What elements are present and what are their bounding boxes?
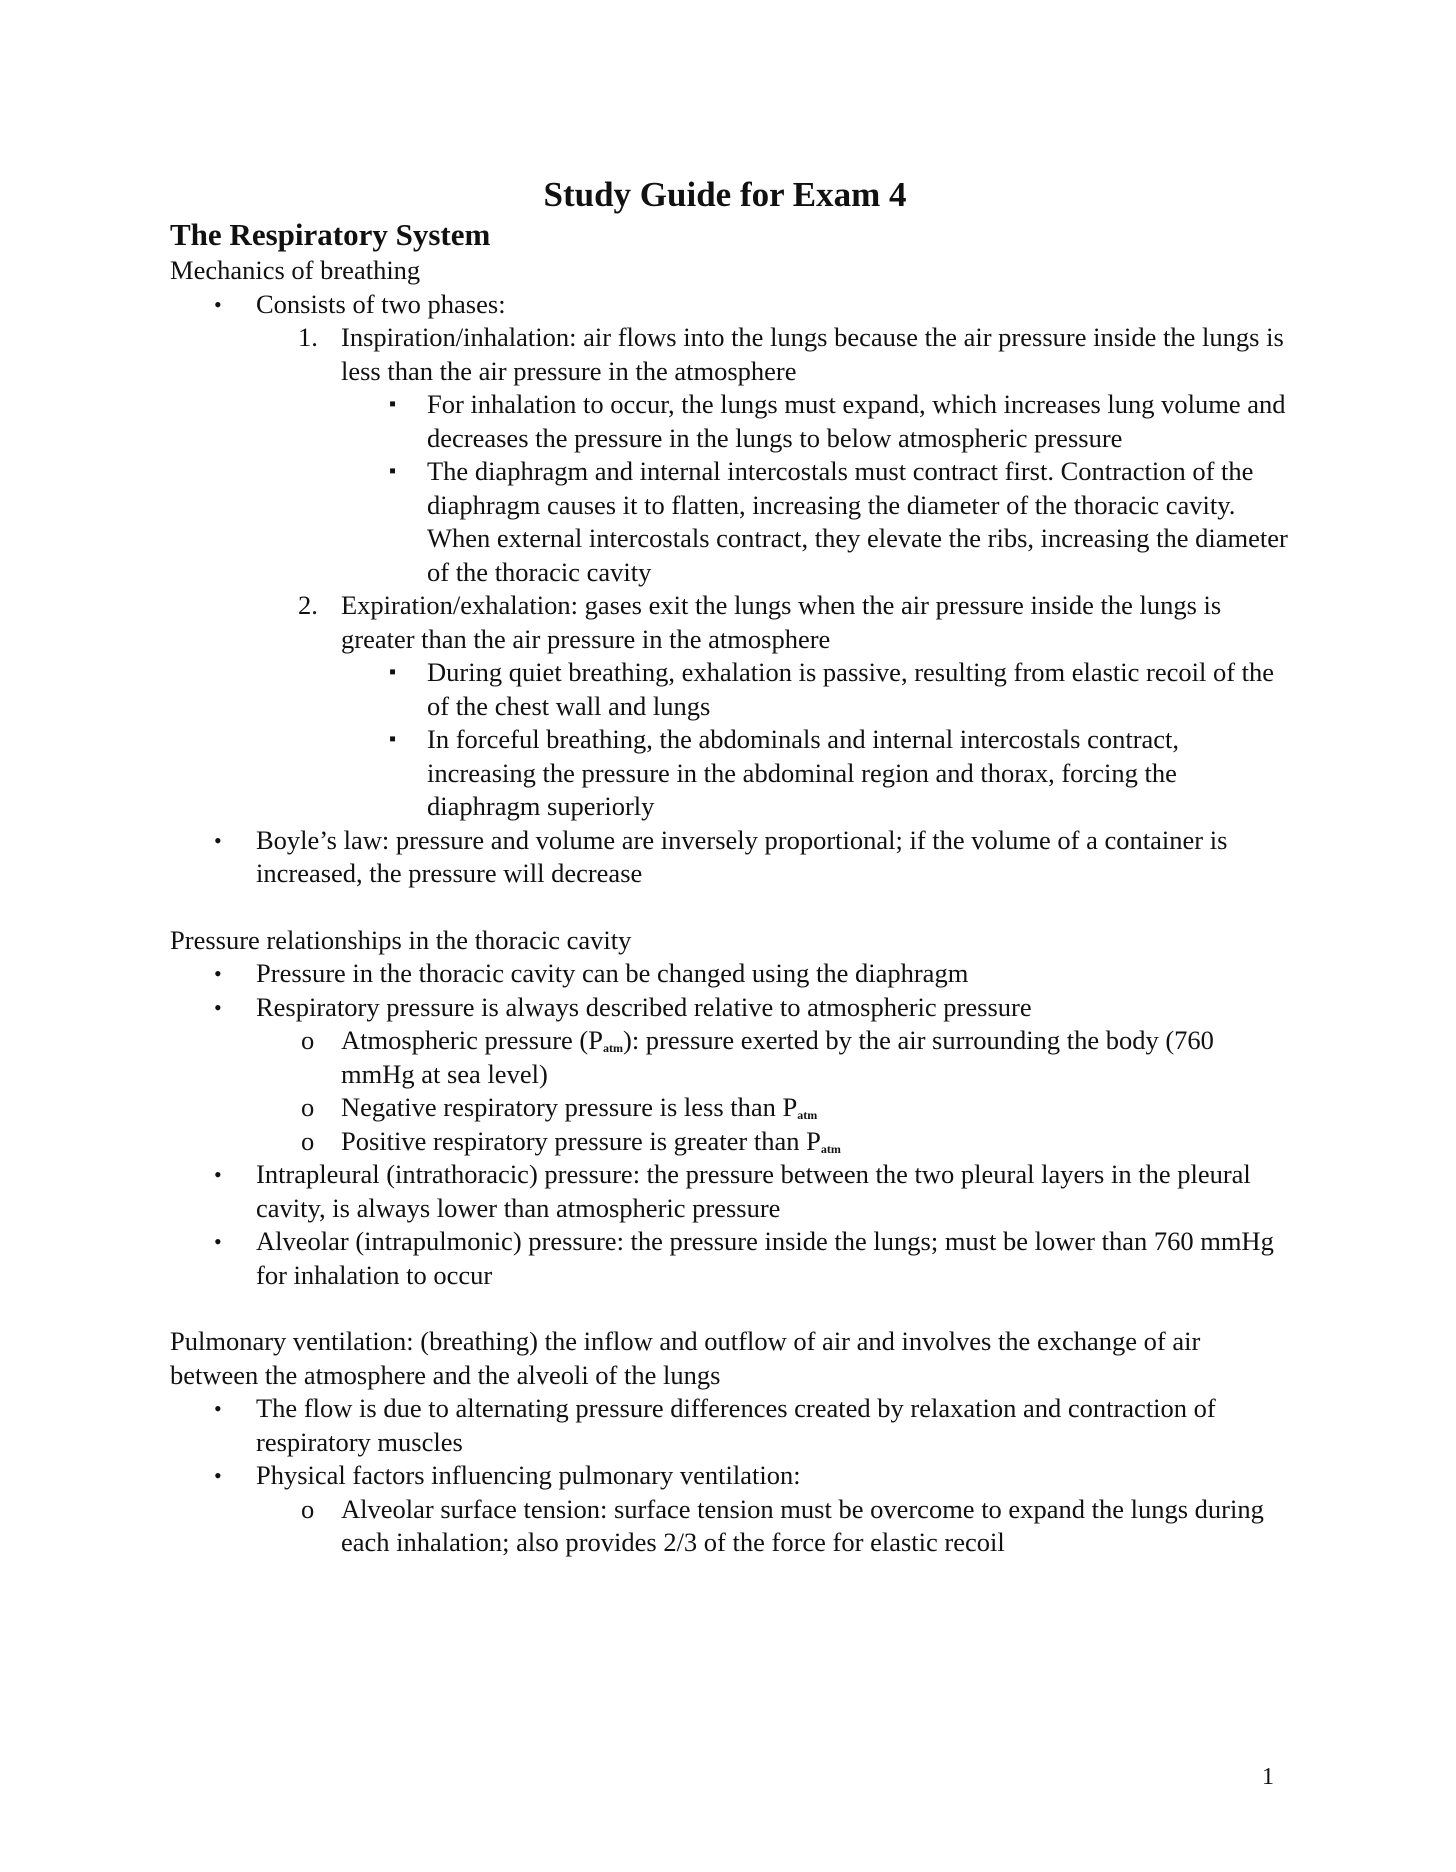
text-segment: Atmospheric pressure (P [341, 1025, 603, 1055]
circle-bullet-icon: o [301, 1125, 315, 1156]
pressure-list [170, 957, 1290, 1292]
list-item-text: The diaphragm and internal intercostals must contract first. Contraction of the diaphragm causes it to flatten, increasing the diameter of the thoracic cavity. When external intercostals contract, they elevate the ribs, increasing the diameter of the thoracic cavity [427, 456, 1288, 587]
list-item [170, 1091, 1290, 1125]
list-item [170, 1459, 1290, 1493]
circle-bullet-icon: o [301, 1493, 315, 1524]
numbered-item-inspiration [170, 321, 1290, 388]
subscript: atm [603, 1041, 623, 1055]
square-bullet-icon: ▪ [389, 728, 397, 750]
bullet-icon: • [214, 291, 222, 317]
square-bullet-icon: ▪ [389, 460, 397, 482]
list-item [170, 1125, 1290, 1159]
list-item [170, 1392, 1290, 1459]
subscript: atm [797, 1108, 818, 1122]
list-item [170, 1493, 1290, 1560]
bullet-icon: • [214, 1229, 222, 1254]
list-item-text [341, 1126, 841, 1156]
pressure-heading: Pressure relationships in the thoracic cavity [170, 924, 632, 955]
document-title: Study Guide for Exam 4 [543, 175, 907, 214]
list-item-text: Alveolar (intrapulmonic) pressure: the pressure inside the lungs; must be lower than 760 mmHg for inhalation to occur [256, 1226, 1274, 1290]
list-item-text [341, 1025, 1214, 1089]
list-item [170, 1225, 1290, 1292]
number-marker: 1. [298, 322, 318, 352]
text-segment: Positive respiratory pressure is greater than P [341, 1125, 821, 1156]
list-item-text: Intrapleural (intrathoracic) pressure: the pressure between the two pleural layers in the pleural cavity, is always lower than atmospheric pressure [256, 1159, 1251, 1223]
page-content [170, 174, 1290, 1560]
text-segment: Negative respiratory pressure is less than P [341, 1092, 798, 1122]
square-bullet-icon: ▪ [389, 393, 397, 415]
list-item-text: Respiratory pressure is always described relative to atmospheric pressure [256, 991, 1032, 1022]
circle-bullet-icon: o [301, 1025, 315, 1055]
list-item-text: The flow is due to alternating pressure differences created by relaxation and contraction of respiratory muscles [256, 1393, 1216, 1457]
list-item [170, 388, 1290, 455]
list-item [170, 1024, 1290, 1091]
list-item-text: During quiet breathing, exhalation is passive, resulting from elastic recoil of the of the chest wall and lungs [427, 657, 1275, 721]
list-item-text: For inhalation to occur, the lungs must expand, which increases lung volume and decreases the pressure in the lungs to below atmospheric pressure [427, 389, 1286, 453]
list-item-text: In forceful breathing, the abdominals and internal intercostals contract, increasing the pressure in the abdominal region and thorax, forcing the diaphragm superiorly [427, 724, 1180, 821]
list-item-text: Alveolar surface tension: surface tension must be overcome to expand the lungs during each inhalation; also provides 2/3 of the force for elastic recoil [341, 1493, 1264, 1557]
text-segment: ): pressure exerted by the air surrounding the body (760 mmHg at sea level) [341, 1025, 1214, 1089]
bullet-icon: • [214, 1162, 222, 1187]
list-item-text [341, 1092, 817, 1122]
ventilation-list [170, 1392, 1290, 1560]
list-item [170, 957, 1290, 991]
circle-bullet-icon: o [301, 1092, 315, 1122]
list-item [170, 656, 1290, 723]
section-heading: The Respiratory System [170, 217, 491, 252]
list-item [170, 723, 1290, 824]
list-item [170, 455, 1290, 589]
page-number: 1 [1262, 1764, 1274, 1790]
list-item [170, 824, 1290, 891]
list-item-text: Inspiration/inhalation: air flows into the lungs because the air pressure inside the lungs is less than the air pressure in the atmosphere [341, 322, 1284, 386]
bullet-icon: • [214, 994, 222, 1020]
spacer [170, 891, 1290, 924]
list-item-text: Consists of two phases: [256, 288, 506, 319]
list-item [170, 288, 1290, 322]
mechanics-list [170, 288, 1290, 891]
list-item [170, 1158, 1290, 1225]
bullet-icon: • [214, 961, 222, 986]
list-item-text: Pressure in the thoracic cavity can be changed using the diaphragm [256, 958, 969, 988]
number-marker: 2. [298, 590, 318, 620]
ventilation-heading: Pulmonary ventilation: (breathing) the inflow and outflow of air and involves the exchange of air between the atmosphere and the alveoli of the lungs [170, 1326, 1201, 1390]
list-item-text: Expiration/exhalation: gases exit the lungs when the air pressure inside the lungs is greater than the air pressure in the atmosphere [341, 590, 1222, 654]
list-item-text: Boyle’s law: pressure and volume are inversely proportional; if the volume of a container is increased, the pressure will decrease [256, 824, 1228, 888]
subscript: atm [820, 1141, 841, 1156]
bullet-icon: • [214, 827, 222, 853]
list-item-text: Physical factors influencing pulmonary ventilation: [256, 1460, 801, 1490]
square-bullet-icon: ▪ [389, 661, 397, 683]
bullet-icon: • [214, 1396, 222, 1421]
numbered-item-expiration [170, 589, 1290, 656]
mechanics-heading: Mechanics of breathing [170, 255, 421, 285]
spacer [170, 1292, 1290, 1325]
bullet-icon: • [214, 1463, 222, 1488]
list-item [170, 991, 1290, 1025]
